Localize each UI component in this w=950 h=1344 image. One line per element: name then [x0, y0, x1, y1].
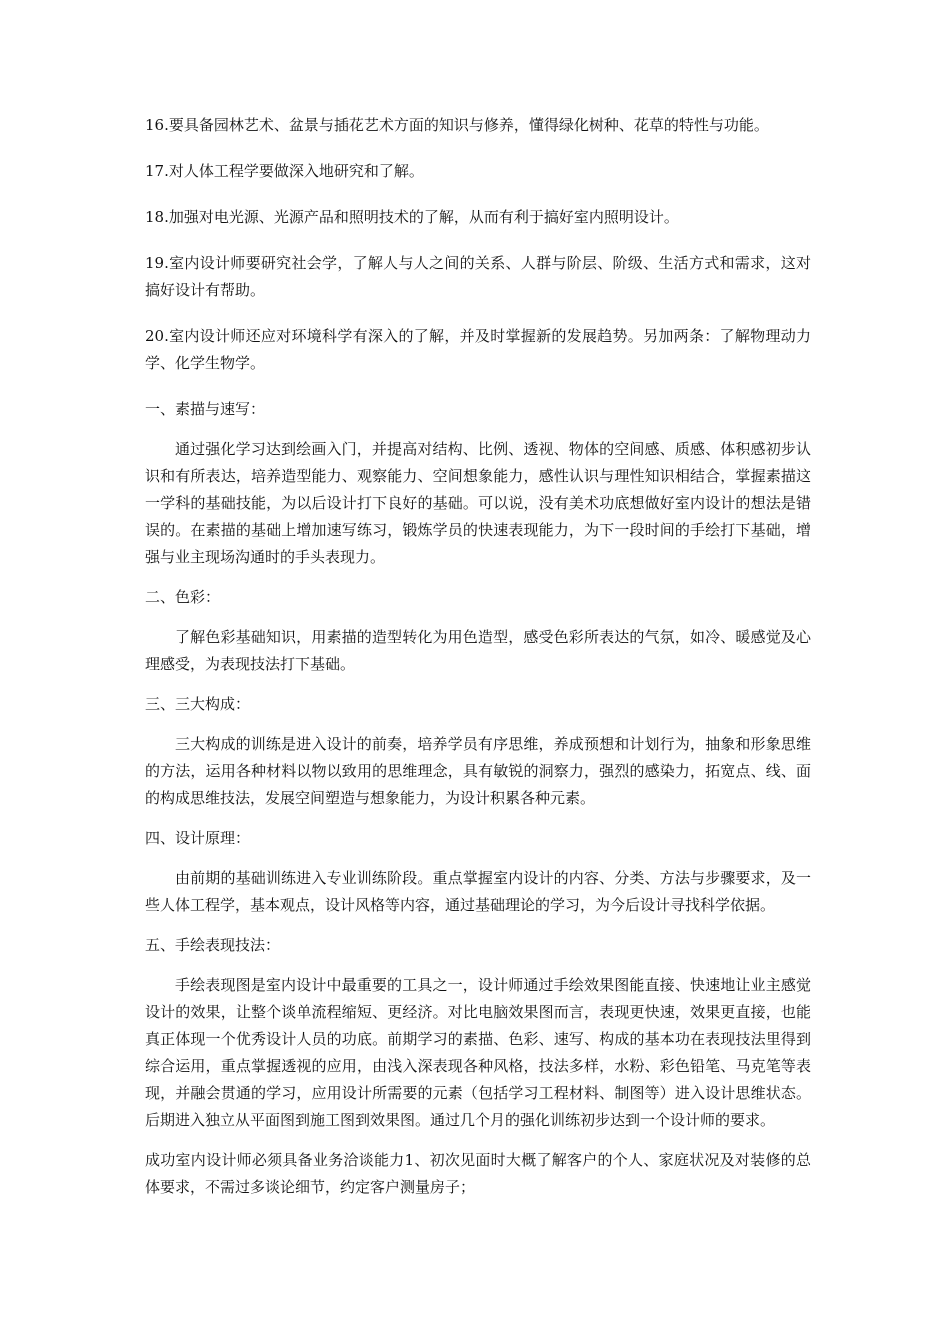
- section-body-hand-drawing: 手绘表现图是室内设计中最重要的工具之一，设计师通过手绘效果图能直接、快速地让业主感觉设计的效果，让整个谈单流程缩短、更经济。对比电脑效果图而言，表现更快速，效果更直接，也能真正体现一个优秀设计人员的功底。前期学习的素描、色彩、速写、构成的基本功在表现技法里得到综合运用，重点掌握透视的应用，由浅入深表现各种风格，技法多样，水粉、彩色铅笔、马克笔等表现，并融会贯通的学习，应用设计所需要的元素（包括学习工程材料、制图等）进入设计思维状态。后期进入独立从平面图到施工图到效果图。通过几个月的强化训练初步达到一个设计师的要求。: [145, 976, 811, 1129]
- document-page: [145, 112, 811, 1201]
- closing-paragraph: 成功室内设计师必须具备业务洽谈能力1、初次见面时大概了解客户的个人、家庭状况及对装修的总体要求，不需过多谈论细节，约定客户测量房子；: [145, 1151, 811, 1196]
- numbered-item-18: 18.加强对电光源、光源产品和照明技术的了解，从而有利于搞好室内照明设计。: [145, 208, 679, 226]
- section-heading-composition: 三、三大构成：: [145, 695, 251, 713]
- numbered-item-19: 19.室内设计师要研究社会学，了解人与人之间的关系、人群与阶层、阶级、生活方式和需求，这对搞好设计有帮助。: [145, 254, 811, 299]
- section-heading-sketch: 一、素描与速写：: [145, 400, 266, 418]
- section-heading-hand-drawing: 五、手绘表现技法：: [145, 936, 281, 954]
- section-heading-design-principles: 四、设计原理：: [145, 829, 251, 847]
- section-body-composition: 三大构成的训练是进入设计的前奏，培养学员有序思维，养成预想和计划行为，抽象和形象思维的方法，运用各种材料以物以致用的思维理念，具有敏锐的洞察力，强烈的感染力，拓宽点、线、面的构成思维技法，发展空间塑造与想象能力，为设计积累各种元素。: [145, 735, 811, 807]
- section-body-design-principles: 由前期的基础训练进入专业训练阶段。重点掌握室内设计的内容、分类、方法与步骤要求，及一些人体工程学，基本观点，设计风格等内容，通过基础理论的学习，为今后设计寻找科学依据。: [145, 869, 811, 914]
- section-heading-color: 二、色彩：: [145, 588, 221, 606]
- section-body-color: 了解色彩基础知识，用素描的造型转化为用色造型，感受色彩所表达的气氛，如冷、暖感觉及心理感受，为表现技法打下基础。: [145, 628, 811, 673]
- section-body-sketch: 通过强化学习达到绘画入门，并提高对结构、比例、透视、物体的空间感、质感、体积感初步认识和有所表达，培养造型能力、观察能力、空间想象能力，感性认识与理性知识相结合，掌握素描这一学科的基础技能，为以后设计打下良好的基础。可以说，没有美术功底想做好室内设计的想法是错误的。在素描的基础上增加速写练习，锻炼学员的快速表现能力，为下一段时间的手绘打下基础，增强与业主现场沟通时的手头表现力。: [145, 440, 811, 566]
- numbered-item-16: 16.要具备园林艺术、盆景与插花艺术方面的知识与修养，懂得绿化树种、花草的特性与功能。: [145, 116, 769, 134]
- numbered-item-17: 17.对人体工程学要做深入地研究和了解。: [145, 162, 424, 180]
- numbered-item-20: 20.室内设计师还应对环境科学有深入的了解，并及时掌握新的发展趋势。另加两条：了解物理动力学、化学生物学。: [145, 327, 811, 372]
